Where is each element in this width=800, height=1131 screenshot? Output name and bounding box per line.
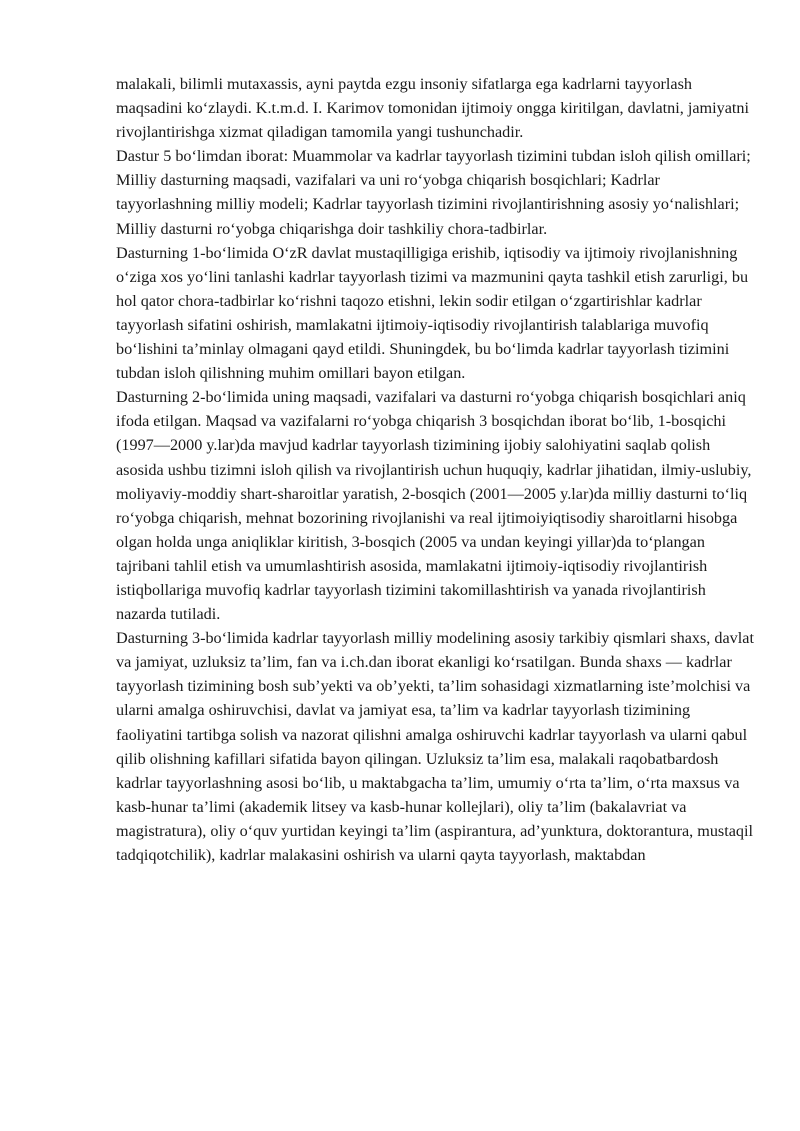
paragraph-program-sections: Dastur 5 boʻlimdan iborat: Muammolar va kadrlar tayyorlash tizimini tubdan isloh qilish omillari; Milliy dasturning maqsadi, vazifalari va uni roʻyobga chiqarish bosqichlari; Kadrlar tayyorlashning milliy modeli; Kadrlar tayyorlash tizimini rivojlantirishning asosiy yoʻnalishlari; Milliy dasturni roʻyobga chiqarishga doir tashkiliy chora-tadbirlar. [116,147,751,238]
document-page [116,72,756,867]
paragraph-section-3: Dasturning 3-boʻlimida kadrlar tayyorlash milliy modelining asosiy tarkibiy qismlari shaxs, davlat va jamiyat, uzluksiz taʼlim, fan va i.ch.dan iborat ekanligi koʻrsatilgan. Bunda shaxs — kadrlar tayyorlash tizimining bosh subʼyekti va obʼyekti, taʼlim sohasidagi xizmatlarning isteʼmolchisi va ularni amalga oshiruvchisi, davlat va jamiyat esa, taʼlim va kadrlar tayyorlash tizimining faoliyatini tartibga solish va nazorat qilishni amalga oshiruvchi kadrlar tayyorlash va ularni qabul qilib olishning kafillari sifatida bayon qilingan. Uzluksiz taʼlim esa, malakali raqobatbardosh kadrlar tayyorlashning asosi boʻlib, u maktabgacha taʼlim, umumiy oʻrta taʼlim, oʻrta maxsus va kasb-hunar taʼlimi (akademik litsey va kasb-hunar kollejlari), oliy taʼlim (bakalavriat va magistratura), oliy oʻquv yurtidan keyingi taʼlim (aspirantura, adʼyunktura, doktorantura, mustaqil tadqiqotchilik), kadrlar malakasini oshirish va ularni qayta tayyorlash, maktabdan [116,629,754,864]
paragraph-intro-continuation: malakali, bilimli mutaxassis, ayni paytda ezgu insoniy sifatlarga ega kadrlarni tayyorlash maqsadini koʻzlaydi. K.t.m.d. I. Karimov tomonidan ijtimoiy ongga kiritilgan, davlatni, jamiyatni rivojlantirishga xizmat qiladigan tamomila yangi tushunchadir. [116,75,750,142]
paragraph-section-1: Dasturning 1-boʻlimida OʻzR davlat mustaqilligiga erishib, iqtisodiy va ijtimoiy rivojlanishning oʻziga xos yoʻlini tanlashi kadrlar tayyorlash tizimi va mazmunini qayta tashkil etish zarurligi, bu hol qator chora-tadbirlar koʻrishni taqozo etishni, lekin sodir etilgan oʻzgartirishlar kadrlar tayyorlash sifatini oshirish, mamlakatni ijtimoiy-iqtisodiy rivojlantirish talablariga muvofiq boʻlishini taʼminlay olmagani qayd etildi. Shuningdek, bu boʻlimda kadrlar tayyorlash tizimini tubdan isloh qilishning muhim omillari bayon etilgan. [116,243,749,383]
paragraph-section-2: Dasturning 2-boʻlimida uning maqsadi, vazifalari va dasturni roʻyobga chiqarish bosqichlari aniq ifoda etilgan. Maqsad va vazifalarni roʻyobga chiqarish 3 bosqichdan iborat boʻlib, 1-bosqichi (1997—2000 y.lar)da mavjud kadrlar tayyorlash tizimining ijobiy salohiyatini saqlab qolish asosida ushbu tizimni isloh qilish va rivojlantirish uchun huquqiy, kadrlar jihatidan, ilmiy-uslubiy, moliyaviy-moddiy shart-sharoitlar yaratish, 2-bosqich (2001—2005 y.lar)da milliy dasturni toʻliq roʻyobga chiqarish, mehnat bozorining rivojlanishi va real ijtimoiyiqtisodiy sharoitlarni hisobga olgan holda unga aniqliklar kiritish, 3-bosqich (2005 va undan keyingi yillar)da toʻplangan tajribani tahlil etish va umumlashtirish asosida, mamlakatni ijtimoiy-iqtisodiy rivojlantirish istiqbollariga muvofiq kadrlar tayyorlash tizimini takomillashtirish va yanada rivojlantirish nazarda tutiladi. [116,388,752,624]
